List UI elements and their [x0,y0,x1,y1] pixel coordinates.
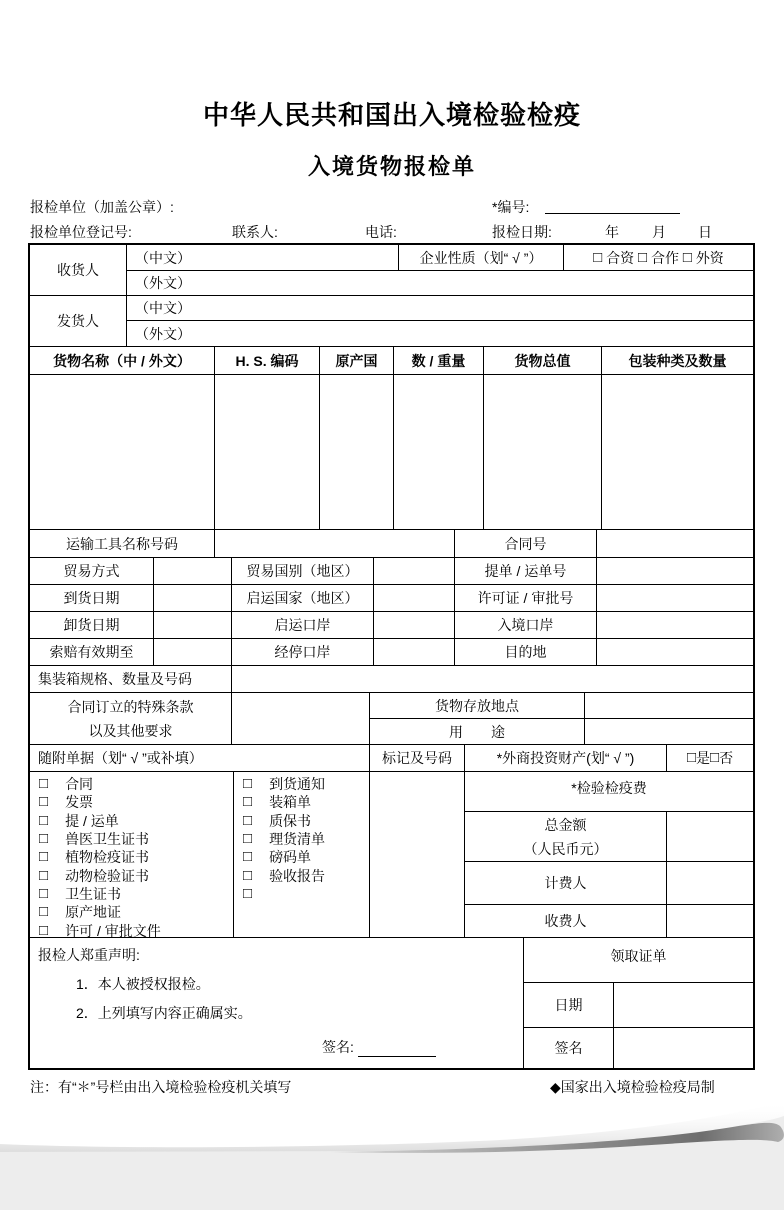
serial-field[interactable] [545,198,680,214]
doc-item: □ 磅码单 [243,848,312,866]
packing-field[interactable] [602,375,753,530]
departure-port-field[interactable] [374,612,455,639]
receipt-sign-label: 签名 [524,1028,614,1068]
fees-total-label: 总金额 （人民币元） [465,812,667,862]
consignor-cn-field[interactable]: （中文） [127,296,753,321]
arrival-date-field[interactable] [154,585,232,612]
consignee-label: 收货人 [30,245,127,296]
contact-label: 联系人: [232,224,278,240]
enterprise-nature-options [564,245,753,271]
arrival-date-label: 到货日期 [30,585,154,612]
attach-body-section [30,772,753,938]
doc-item: □ 合同 [39,775,94,793]
serial-label: *编号: [492,199,530,215]
contract-no-label: 合同号 [455,530,597,558]
bl-no-field[interactable] [597,558,753,585]
container-label: 集装箱规格、数量及号码 [30,666,232,693]
goods-header-row [30,347,753,375]
doc-item: □ 质保书 [243,811,312,829]
doc-item [234,885,369,903]
phone-label: 电话: [365,224,397,240]
enterprise-nature-label: 企业性质（划“ √ ”） [399,245,564,271]
month-label: 月 [652,224,666,240]
goods-value-field[interactable] [484,375,602,530]
consignor-label: 发货人 [30,296,127,347]
sign-label: 签名: [322,1039,354,1055]
doc-item: □ 原产地证 [39,903,122,921]
packing-header: 包装种类及数量 [602,347,753,375]
trade-row [30,558,753,585]
form-table [28,243,755,1070]
form-title: 中华人民共和国出入境检验检疫 [202,100,581,130]
doc-item: □ 动物检验证书 [39,866,150,884]
trade-mode-field[interactable] [154,558,232,585]
foreign-property-yesno [667,745,753,772]
receipt-date-field[interactable] [614,983,753,1028]
declaration-cell [30,938,524,1068]
doc-item: □ 兽医卫生证书 [39,830,150,848]
doc-item: □ 卫生证书 [39,884,122,902]
checkbox-icon[interactable]: □ [39,903,49,921]
page-curl [0,1095,784,1210]
fees-collector-field[interactable] [667,905,753,938]
checkbox-icon[interactable]: □ [39,811,49,829]
fees-biller-label: 计费人 [465,862,667,905]
stopover-port-field[interactable] [374,639,455,666]
checkbox-icon[interactable]: □ [243,884,253,902]
day-label: 日 [698,224,712,240]
hs-code-header: H. S. 编码 [215,347,320,375]
fees-total-field[interactable] [667,812,753,862]
fees-collector-label: 收费人 [465,905,667,938]
entry-port-label: 入境口岸 [455,612,597,639]
consignor-foreign-field[interactable]: （外文） [127,321,753,347]
trade-country-field[interactable] [374,558,455,585]
checkbox-icon[interactable]: □ [39,866,49,884]
docs-list-col2 [234,772,370,938]
license-no-field[interactable] [597,585,753,612]
goods-body-row [30,375,753,530]
departure-port-label: 启运口岸 [232,612,374,639]
goods-name-header: 货物名称（中 / 外文） [30,347,215,375]
stopover-port-label: 经停口岸 [232,639,374,666]
storage-place-field[interactable] [585,693,753,719]
yes-label: 是 [696,750,710,766]
form-subtitle: 入境货物报检单 [307,154,476,179]
unload-date-label: 卸货日期 [30,612,154,639]
license-no-label: 许可证 / 审批号 [455,585,597,612]
consignee-foreign-field[interactable]: （外文） [127,271,753,296]
contract-no-field[interactable] [597,530,753,558]
maker-note: ◆国家出入境检验检疫局制 [550,1079,715,1095]
docs-list-col1 [30,772,234,938]
doc-item: □ 提 / 运单 [39,811,119,829]
checkbox-icon[interactable]: □ [39,921,49,938]
fees-biller-field[interactable] [667,862,753,905]
usage-field[interactable] [585,719,753,745]
no-label: 否 [719,750,734,766]
checkbox-icon[interactable]: □ [243,848,253,866]
checkbox-icon[interactable]: □ [39,793,49,811]
unit-seal-label: 报检单位（加盖公章）: [30,199,174,215]
trade-country-label: 贸易国别（地区） [232,558,374,585]
destination-label: 目的地 [455,639,597,666]
entry-port-field[interactable] [597,612,753,639]
departure-country-label: 启运国家（地区） [232,585,374,612]
doc-item: □ 许可 / 审批文件 [39,921,161,938]
attach-header-row [30,745,753,772]
doc-item: □ 植物检疫证书 [39,848,150,866]
sign-field[interactable] [358,1041,436,1057]
checkbox-icon[interactable]: □ [682,248,692,266]
checkbox-icon[interactable]: □ [243,793,253,811]
checkbox-icon[interactable]: □ [243,811,253,829]
quantity-weight-header: 数 / 重量 [394,347,484,375]
container-field[interactable] [232,666,753,693]
unload-date-field[interactable] [154,612,232,639]
fees-subtable [465,772,753,938]
claim-expiry-label: 索赔有效期至 [30,639,154,666]
departure-country-field[interactable] [374,585,455,612]
checkbox-icon[interactable]: □ [638,248,648,266]
arrival-row [30,585,753,612]
checkbox-icon[interactable]: □ [39,848,49,866]
checkbox-icon[interactable]: □ [243,775,253,793]
goods-name-field[interactable] [30,375,215,530]
doc-item: □ 装箱单 [243,793,312,811]
destination-field[interactable] [597,639,753,666]
unit-reg-label: 报检单位登记号: [30,224,132,240]
checkbox-icon[interactable]: □ [243,830,253,848]
special-terms-label: 合同订立的特殊条款 以及其他要求 [30,693,232,745]
claim-row [30,639,753,666]
parties-section [30,245,753,347]
footnote: 注：有“＊”号栏由出入境检验检疫机关填写 [30,1079,292,1095]
doc-item: □ 理货清单 [243,830,326,848]
option-foreign: 外资 [695,249,724,266]
transport-label: 运输工具名称号码 [30,530,215,558]
hs-code-field[interactable] [215,375,320,530]
declaration-item-1: 1．本人被授权报检。 [76,976,210,992]
option-cooperative: 合作 [650,249,679,266]
transport-row [30,530,753,558]
storage-place-label: 货物存放地点 [370,693,585,719]
declaration-heading: 报检人郑重声明: [38,947,140,963]
attach-docs-label: 随附单据（划“ √ ”或补填） [30,745,370,772]
receipt-subtable [524,938,753,1068]
option-joint-venture: 合资 [606,249,635,266]
special-terms-field[interactable] [232,693,370,745]
consignee-cn-field[interactable]: （中文） [127,245,399,271]
transport-field[interactable] [215,530,455,558]
fees-title: *检验检疫费 [465,772,753,812]
origin-country-header: 原产国 [320,347,394,375]
marks-numbers-field[interactable] [370,772,465,938]
bl-no-label: 提单 / 运单号 [455,558,597,585]
foreign-property-label: *外商投资财产(划“ √ ”) [465,745,667,772]
no-checkbox-icon[interactable]: □ [710,749,720,766]
usage-label: 用 途 [370,719,585,745]
trade-mode-label: 贸易方式 [30,558,154,585]
declaration-section [30,938,753,1068]
date-label: 报检日期: [492,224,552,240]
quantity-weight-field[interactable] [394,375,484,530]
checkbox-icon[interactable]: □ [39,884,49,902]
yes-checkbox-icon[interactable]: □ [686,749,696,766]
receipt-sign-field[interactable] [614,1028,753,1068]
claim-expiry-field[interactable] [154,639,232,666]
year-label: 年 [605,224,619,240]
receipt-date-label: 日期 [524,983,614,1028]
declaration-item-2: 2．上列填写内容正确属实。 [76,1005,252,1021]
marks-numbers-label: 标记及号码 [370,745,465,772]
doc-item: □ 验收报告 [243,866,326,884]
checkbox-icon[interactable]: □ [39,830,49,848]
receipt-title: 领取证单 [524,938,753,983]
checkbox-icon[interactable]: □ [593,248,603,266]
container-row [30,666,753,693]
special-terms-section [30,693,753,745]
origin-country-field[interactable] [320,375,394,530]
declaration-sign-line [322,1037,515,1057]
checkbox-icon[interactable]: □ [39,775,49,793]
unload-row [30,612,753,639]
doc-item: □ 发票 [39,793,94,811]
checkbox-icon[interactable]: □ [243,866,253,884]
doc-item: □ 到货通知 [243,775,326,793]
goods-value-header: 货物总值 [484,347,602,375]
